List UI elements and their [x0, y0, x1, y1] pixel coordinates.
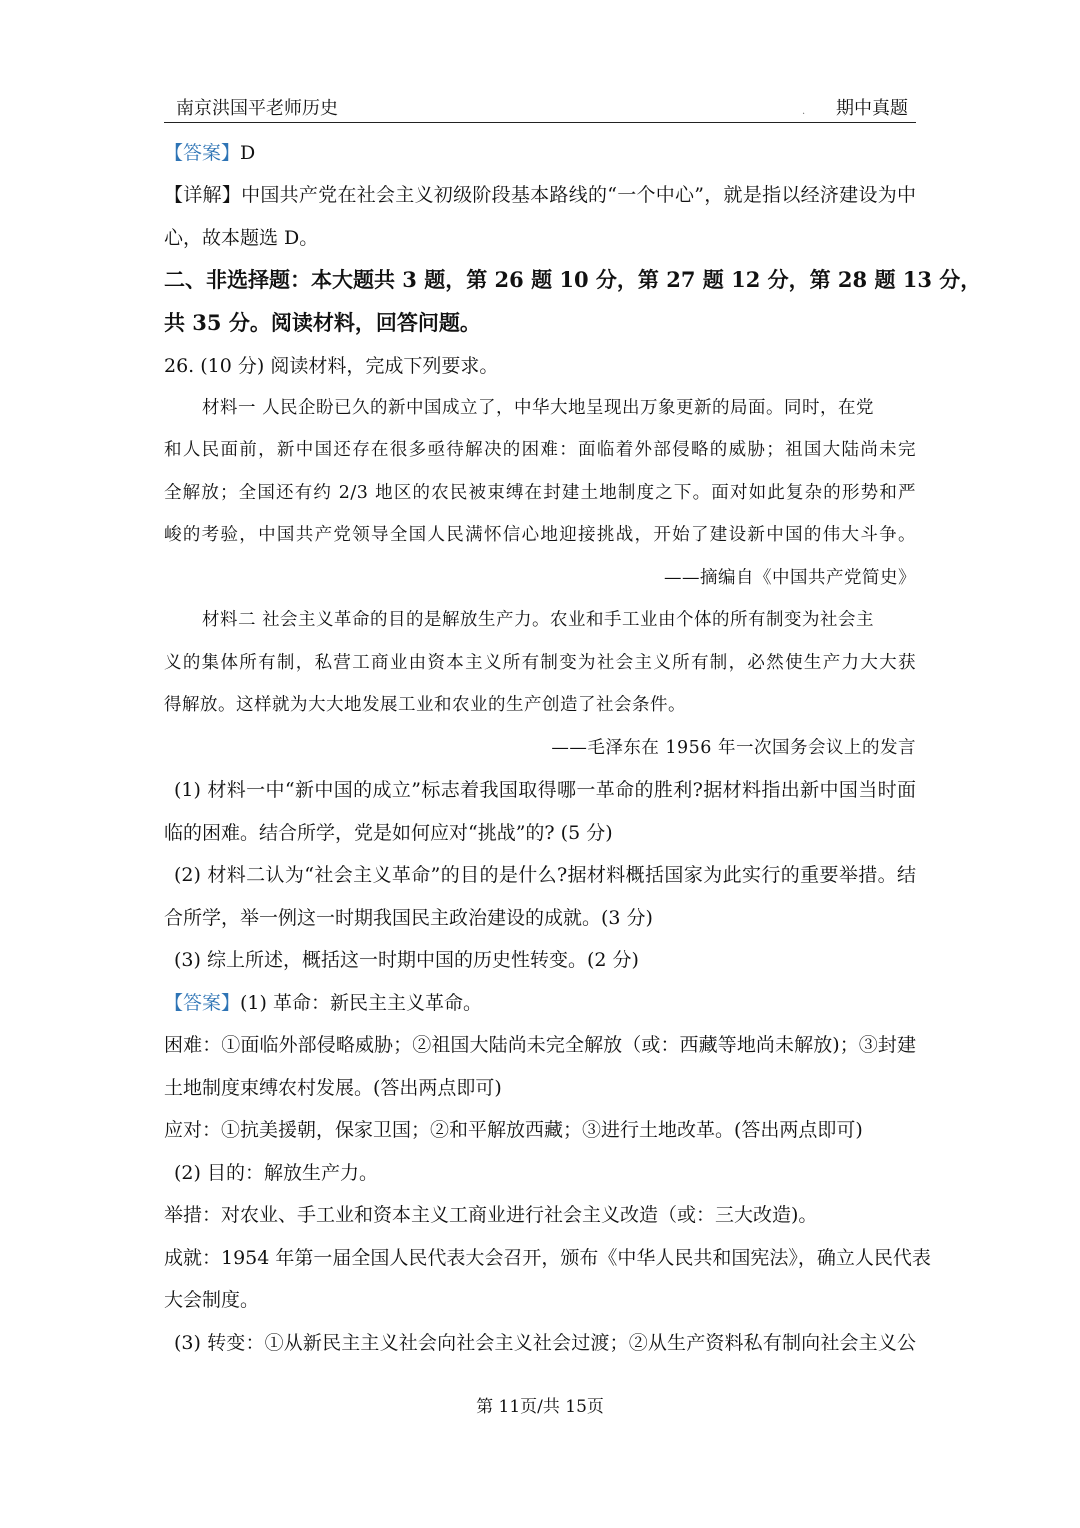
answer-value: D: [240, 142, 256, 164]
q25-explain-line: 【详解】中国共产党在社会主义初级阶段基本路线的“一个中心”，就是指以经济建设为中: [164, 184, 916, 206]
material2-line: 义的集体所有制，私营工商业由资本主义所有制变为社会主义所有制，必然使生产力大大获: [164, 653, 916, 673]
answer-text: (1) 革命：新民主主义革命。: [240, 992, 482, 1014]
material1-line: 全解放；全国还有约 2/3 地区的农民被束缚在封建土地制度之下。面对如此复杂的形势和严: [164, 483, 916, 503]
page-header: [164, 98, 916, 123]
answer-line: 举措：对农业、手工业和资本主义工商业进行社会主义改造（或：三大改造)。: [164, 1204, 818, 1226]
answer-tag: 【答案】: [164, 142, 241, 164]
header-title: 期中真题: [836, 98, 908, 119]
material1-line: 材料一 人民企盼已久的新中国成立了，中华大地呈现出万象更新的局面。同时，在党: [202, 398, 875, 418]
header-author: 南京洪国平老师历史: [176, 98, 338, 119]
question-line: (3) 综上所述，概括这一时期中国的历史性转变。(2 分): [174, 949, 639, 971]
q26-answer-first: [164, 990, 916, 1016]
header-dot: .: [802, 106, 806, 117]
answer-line: 大会制度。: [164, 1289, 260, 1311]
material1-line: 和人民面前，新中国还存在很多亟待解决的困难：面临着外部侵略的威胁；祖国大陆尚未完: [164, 440, 916, 460]
page-number: 第 11页/共 15页: [476, 1397, 604, 1417]
section-heading: 共 35 分。阅读材料，回答问题。: [164, 310, 481, 335]
material1-line: 峻的考验，中国共产党领导全国人民满怀信心地迎接挑战，开始了建设新中国的伟大斗争。: [164, 525, 916, 545]
question-line: 临的困难。结合所学，党是如何应对“挑战”的? (5 分): [164, 822, 613, 844]
answer-line: 成就：1954 年第一届全国人民代表大会召开，颁布《中华人民共和国宪法》，确立人民代表: [164, 1247, 931, 1269]
answer-line: 应对：①抗美援朝，保家卫国；②和平解放西藏；③进行土地改革。(答出两点即可): [164, 1119, 863, 1141]
answer-line: 土地制度束缚农村发展。(答出两点即可): [164, 1077, 502, 1099]
q25-explain-line: 心，故本题选 D。: [164, 227, 319, 249]
answer-line: 困难：①面临外部侵略威胁；②祖国大陆尚未完全解放（或：西藏等地尚未解放)；③封建: [164, 1034, 916, 1056]
material2-source: ——毛泽东在 1956 年一次国务会议上的发言: [551, 738, 916, 758]
question-line: (2) 材料二认为“社会主义革命”的目的是什么?据材料概括国家为此实行的重要举措。结: [174, 864, 916, 886]
material1-source: ——摘编自《中国共产党简史》: [664, 568, 916, 588]
material2-line: 材料二 社会主义革命的目的是解放生产力。农业和手工业由个体的所有制变为社会主: [202, 610, 875, 630]
question-line: 合所学，举一例这一时期我国民主政治建设的成就。(3 分): [164, 907, 653, 929]
section-heading: 二、非选择题：本大题共 3 题，第 26 题 10 分，第 27 题 12 分，第 28 题 13 分，: [164, 267, 982, 292]
question-line: (1) 材料一中“新中国的成立”标志着我国取得哪一革命的胜利?据材料指出新中国当时面: [174, 779, 916, 801]
answer-line: (3) 转变：①从新民主主义社会向社会主义社会过渡；②从生产资料私有制向社会主义公: [174, 1332, 916, 1354]
q25-answer: [164, 140, 916, 166]
q26-stem: 26. (10 分) 阅读材料，完成下列要求。: [164, 355, 499, 377]
material2-line: 得解放。这样就为大大地发展工业和农业的生产创造了社会条件。: [164, 695, 686, 715]
answer-tag: 【答案】: [164, 992, 241, 1014]
answer-line: (2) 目的：解放生产力。: [174, 1162, 378, 1184]
